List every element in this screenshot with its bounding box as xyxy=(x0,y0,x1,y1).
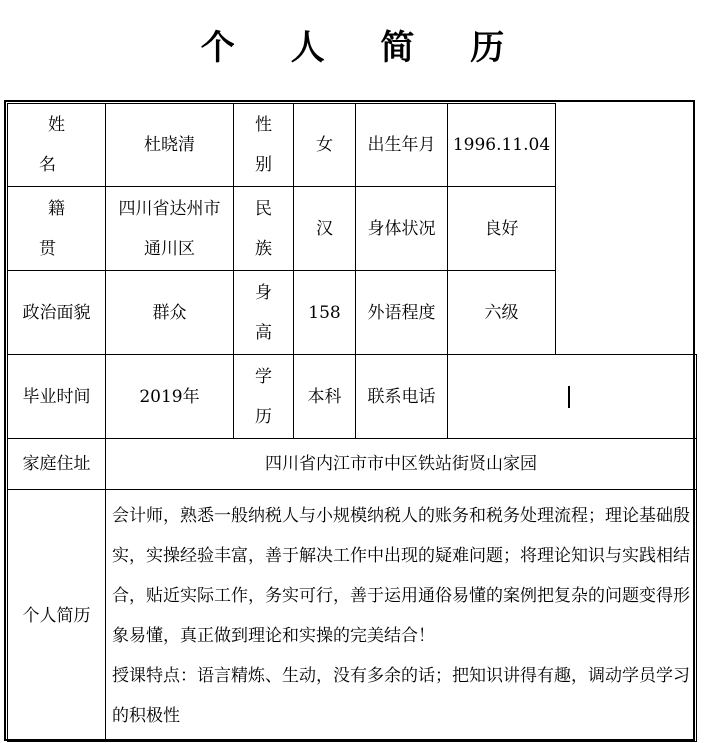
address-value: 四川省内江市市中区铁站街贤山家园 xyxy=(106,439,697,490)
row-graduation xyxy=(8,355,697,439)
health-label: 身体状况 xyxy=(356,187,448,271)
row-address xyxy=(8,439,697,490)
bio-paragraph-2: 授课特点：语言精炼、生动，没有多余的话；把知识讲得有趣，调动学员学习的积极性 xyxy=(112,666,690,726)
row-native xyxy=(8,187,697,271)
row-bio xyxy=(8,490,697,742)
height-label: 身高 xyxy=(234,271,294,355)
gender-value: 女 xyxy=(294,104,356,187)
birth-label: 出生年月 xyxy=(356,104,448,187)
grad-label: 毕业时间 xyxy=(8,355,106,439)
bio-content xyxy=(106,490,697,742)
phone-label: 联系电话 xyxy=(356,355,448,439)
name-value: 杜晓清 xyxy=(106,104,234,187)
language-value: 六级 xyxy=(448,271,556,355)
health-value: 良好 xyxy=(448,187,556,271)
ethnic-label: 民族 xyxy=(234,187,294,271)
name-label: 姓 名 xyxy=(8,104,106,187)
bio-label: 个人简历 xyxy=(8,490,106,742)
native-value: 四川省达州市通川区 xyxy=(106,187,234,271)
language-label: 外语程度 xyxy=(356,271,448,355)
political-value: 群众 xyxy=(106,271,234,355)
row-name xyxy=(8,104,697,187)
gender-label: 性别 xyxy=(234,104,294,187)
edu-label: 学历 xyxy=(234,355,294,439)
birth-value: 1996.11.04 xyxy=(448,104,556,187)
photo-area xyxy=(556,104,697,187)
address-label: 家庭住址 xyxy=(8,439,106,490)
bio-paragraph-1: 会计师，熟悉一般纳税人与小规模纳税人的账务和税务处理流程；理论基础殷实，实操经验丰富，善于解决工作中出现的疑难问题；将理论知识与实践相结合，贴近实际工作，务实可行，善于运用通俗易懂的案例把复杂的问题变得形象易懂，真正做到理论和实操的完美结合！ xyxy=(112,506,690,646)
ethnic-value: 汉 xyxy=(294,187,356,271)
page-title: 个 人 简 历 xyxy=(200,28,527,68)
phone-value-field[interactable] xyxy=(448,355,697,439)
photo-area-2 xyxy=(556,187,697,271)
text-cursor xyxy=(568,386,570,408)
row-political xyxy=(8,271,697,355)
grad-value: 2019年 xyxy=(106,355,234,439)
native-label: 籍 贯 xyxy=(8,187,106,271)
edu-value: 本科 xyxy=(294,355,356,439)
resume-table xyxy=(7,103,697,742)
height-value: 158 xyxy=(294,271,356,355)
photo-area-3 xyxy=(556,271,697,355)
political-label: 政治面貌 xyxy=(8,271,106,355)
